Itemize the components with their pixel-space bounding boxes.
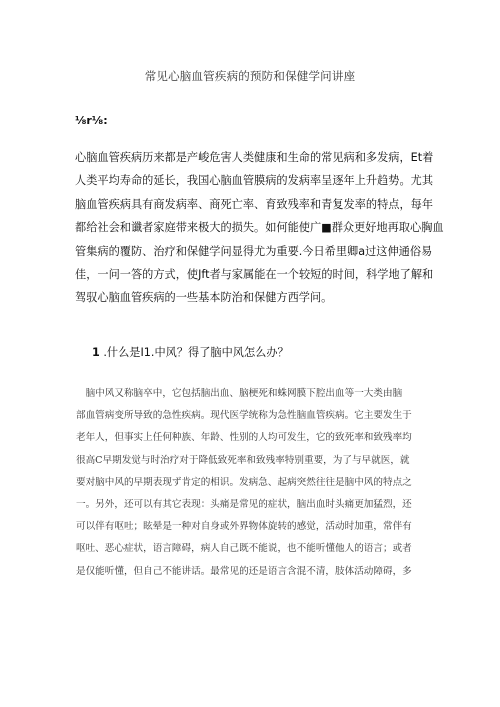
section-heading-number: 1 xyxy=(92,346,100,359)
body-line: 部血管病变所导致的急性疾病。现代医学统称为急性脑血管疾病。它主要发生于 xyxy=(76,410,412,422)
intro-line: 驾驭心脑血管疾病的一些基本防治和保健方西学问。 xyxy=(75,291,333,305)
section-heading xyxy=(92,344,289,360)
body-line: 很高C早期发觉与时治疗对于降低致死率和致残率特别重要，为了与早就医，就 xyxy=(76,454,410,466)
body-line: 一。另外，还可以有其它表现：头痛是常见的症状，脑出血时头痛更加猛烈，还 xyxy=(76,498,412,510)
body-line: 是仅能听懂，但自己不能讲话。最常见的还是语言含混不清，肢体活动障碍，多 xyxy=(76,565,412,577)
body-paragraph xyxy=(76,383,428,583)
body-line: 要对脑中风的早期表现ず肯定的相识。发病急、起病突然往往是脑中风的特点之 xyxy=(76,476,412,488)
document-title: 常见心脑血管疾病的预防和保健学问讲座 xyxy=(144,69,356,83)
intro-line: 管集病的覆防、治疗和保健学问显得尤为重要.今日希里卿a过这伸通俗易 xyxy=(75,244,433,258)
intro-line: 人类平均寿命的延长，我国心脑血管膜病的发病率呈逐年上升趋势。尤其 xyxy=(75,174,434,188)
intro-paragraph xyxy=(75,146,444,310)
intro-line: 脑血管疾病具有商发病率、商死亡率、育致残率和青复发率的特点，每年 xyxy=(75,197,434,211)
body-line: 老年人，但事实上任何种族、年龄、性别的人均可发生，它的致死率和致残率均 xyxy=(76,432,412,444)
body-line: 呕吐、恶心症状，语言障碍，病人自己既不能说，也不能听懂他人的语言；或者 xyxy=(76,543,412,555)
intro-line: 心脑血管疾病历来都是产峻危害人类健康和生命的常见病和多发病，Et着 xyxy=(75,151,434,164)
body-line: 脑中风又称脑卒中，它包括脑出血、脑梗死和蛛网膜下腔出血等一大类由脑 xyxy=(76,388,403,399)
body-line: 可以伴有呕吐；眩晕是一种对自身或外界物体旋转的感觉，活动时加重，常伴有 xyxy=(76,521,412,533)
section-label: ⅛r⅛: xyxy=(75,114,108,127)
intro-line: 佳，一问一答的方式，使Jft者与家属能在一个较短的时间，科学地了解和 xyxy=(75,267,434,281)
intro-line: 都给社会和谶者家庭带来极大的损失。如何能使广■群众更好地再取心胸血 xyxy=(75,221,444,235)
section-heading-text: .什么是I1.中风？得了脑中风怎么办？ xyxy=(99,346,289,359)
